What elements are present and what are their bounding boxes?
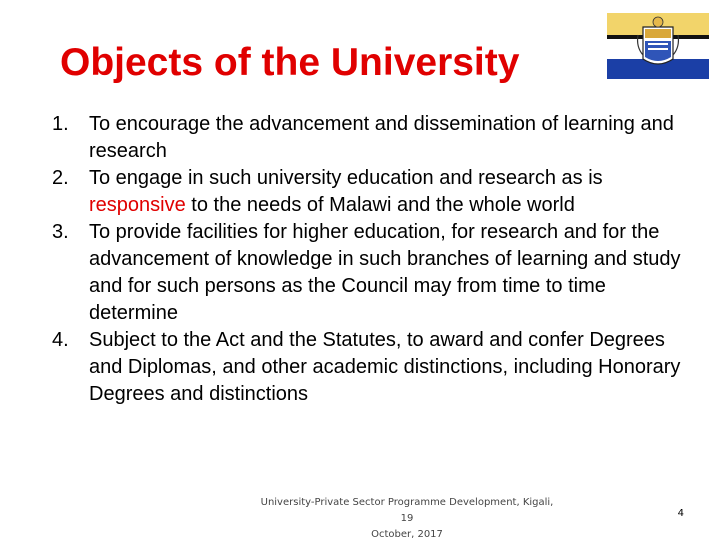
list-item xyxy=(52,165,692,219)
university-logo-icon xyxy=(607,13,709,79)
footer-text xyxy=(253,495,561,543)
list-item xyxy=(52,111,692,165)
list-item-text: to the needs of Malawi and the whole world xyxy=(185,194,575,216)
slide-title: Objects of the University xyxy=(60,41,520,84)
list-item xyxy=(52,219,692,327)
list-item-text: To engage in such university education and research as is xyxy=(89,167,603,189)
list-item xyxy=(52,327,692,408)
highlighted-word: responsive xyxy=(89,194,186,216)
page-number: 4 xyxy=(677,508,684,519)
list-item-number: 4. xyxy=(52,329,69,351)
list-item-text: To provide facilities for higher education, for research and for the advancement of knowledge in such branches of learning and study and for such persons as the Council may from time to time determine xyxy=(89,221,681,324)
list-item-number: 3. xyxy=(52,221,69,243)
list-item-number: 2. xyxy=(52,167,69,189)
list-item-number: 1. xyxy=(52,113,69,135)
footer-text-line: October, 2017 xyxy=(371,529,443,540)
objects-list xyxy=(52,111,692,408)
list-item-text: To encourage the advancement and dissemination of learning and research xyxy=(89,113,674,162)
footer-text-line: University-Private Sector Programme Development, Kigali, 19 xyxy=(260,497,554,524)
list-item-text: Subject to the Act and the Statutes, to award and confer Degrees and Diplomas, and other academic distinctions, including Honorary Degrees and distinctions xyxy=(89,329,681,405)
